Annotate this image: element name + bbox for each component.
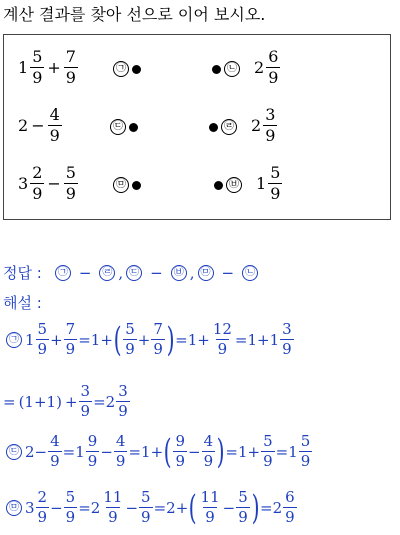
right-value-1 <box>254 49 281 86</box>
circled-label: ㉥ <box>226 177 242 193</box>
right-marker-1 <box>212 61 243 77</box>
left-marker-3 <box>110 177 141 193</box>
whole-number: 2 <box>254 58 265 77</box>
fraction: $\frac{6}{9}$ <box>268 47 279 87</box>
answer-line <box>3 262 261 283</box>
whole-number: 1 <box>18 58 29 77</box>
left-expression-1 <box>18 49 79 86</box>
circled-label: ㉣ <box>221 119 237 135</box>
instruction-text: 계산 결과를 찾아 선으로 이어 보시오. <box>3 5 266 24</box>
matching-box <box>3 34 391 220</box>
explanation-title: 해설 : <box>3 294 42 312</box>
fraction: $\frac{5}{9}$ <box>65 163 76 203</box>
answer-title: 정답 : <box>3 264 42 282</box>
whole-number: 1 <box>256 174 267 193</box>
circled-label: ㉢ <box>6 444 22 460</box>
circled-label: ㉡ <box>224 61 240 77</box>
whole-number: 2 <box>18 116 29 135</box>
fraction: $\frac{4}{9}$ <box>49 105 60 145</box>
explanation-line-1: ㉠ 1 $\frac{5}{9}$ + $\frac{7}{9}$ = 1 + ( $\frac{5}{9}$ + $\frac{7}{9}$ ) = 1 + $\frac{12}{9}$ = 1 + 1 $\frac{3}{9}$ <box>3 322 295 357</box>
fraction: $\frac{7}{9}$ <box>65 47 76 87</box>
whole-number: 3 <box>18 174 29 193</box>
connect-dot[interactable] <box>132 181 141 190</box>
fraction: $\frac{3}{9}$ <box>265 105 276 145</box>
left-expression-3 <box>18 165 79 202</box>
circled-label: ㉤ <box>113 177 129 193</box>
right-value-3 <box>256 165 283 202</box>
left-expression-2 <box>18 107 63 144</box>
connect-dot[interactable] <box>129 123 138 132</box>
explanation-title-line <box>3 292 42 313</box>
operator: − <box>47 174 61 193</box>
connect-dot[interactable] <box>212 65 221 74</box>
circled-label: ㉥ <box>171 265 187 281</box>
circled-label: ㉤ <box>6 500 22 516</box>
connect-dot[interactable] <box>132 65 141 74</box>
circled-label: ㉤ <box>198 265 214 281</box>
connect-dot[interactable] <box>214 181 223 190</box>
circled-label: ㉣ <box>99 265 115 281</box>
connect-dot[interactable] <box>209 123 218 132</box>
left-marker-1 <box>110 61 141 77</box>
circled-label: ㉢ <box>110 119 126 135</box>
answer-pairs: ㉠ − ㉣ , ㉢ − ㉥ , ㉤ − ㉡ <box>52 264 261 282</box>
explanation-line-4: ㉤ 3 $\frac{2}{9}$ − $\frac{5}{9}$ = 2 $\frac{11}{9}$ − $\frac{5}{9}$ = 2 + ( $\frac{11}{9}$ − $\frac{5}{9}$ ) = 2 $\frac{6}{9}$ <box>3 490 298 525</box>
circled-label: ㉠ <box>55 265 71 281</box>
operator: + <box>47 58 61 77</box>
circled-label: ㉢ <box>126 265 142 281</box>
operator: − <box>31 116 45 135</box>
explanation-line-2: = (1+1) + $\frac{3}{9}$ = 2 $\frac{3}{9}$ <box>3 382 128 420</box>
fraction: $\frac{5}{9}$ <box>270 163 281 203</box>
circled-label: ㉠ <box>113 61 129 77</box>
explanation-line-3: ㉢ 2 − $\frac{4}{9}$ = 1 $\frac{9}{9}$ − $\frac{4}{9}$ = 1 + ( $\frac{9}{9}$ − $\frac{4}{9}$ ) = 1 + $\frac{5}{9}$ = 1 $\frac{5}{9}$ <box>3 434 313 469</box>
whole-number: 2 <box>251 116 262 135</box>
circled-label: ㉠ <box>6 332 22 348</box>
right-marker-2 <box>209 119 240 135</box>
fraction: $\frac{5}{9}$ <box>32 47 43 87</box>
fraction: $\frac{2}{9}$ <box>32 163 43 203</box>
circled-label: ㉡ <box>242 265 258 281</box>
right-marker-3 <box>214 177 245 193</box>
left-marker-2 <box>107 119 138 135</box>
right-value-2 <box>251 107 278 144</box>
